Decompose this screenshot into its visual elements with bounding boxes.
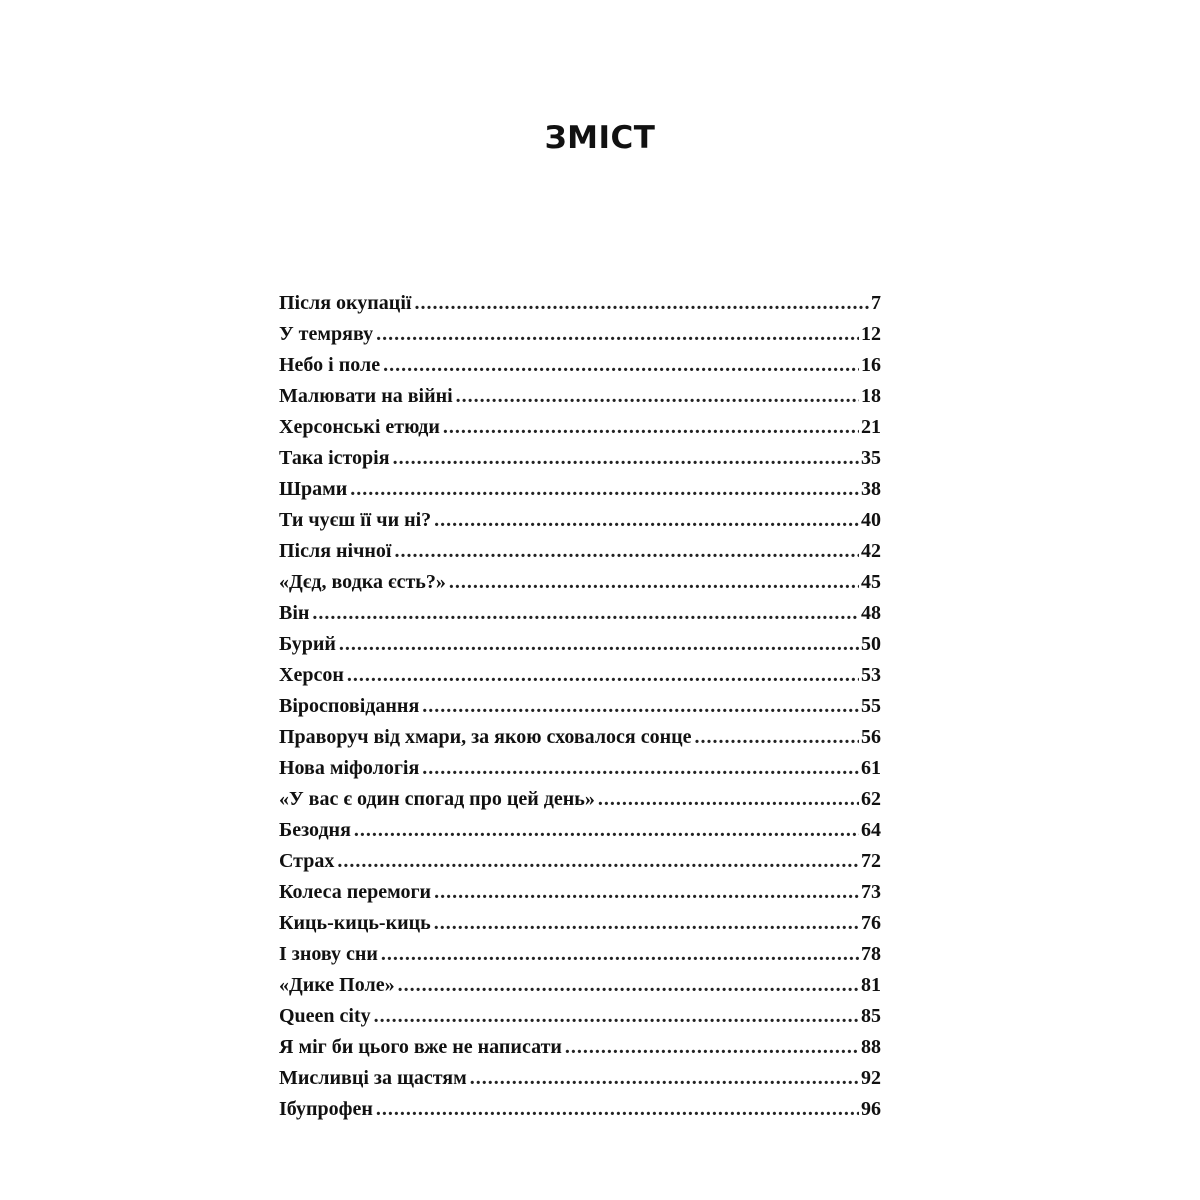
toc-dot-leader [434, 505, 859, 536]
toc-entry-title: Праворуч від хмари, за якою сховалося сонце [279, 726, 692, 748]
toc-entry-page-number: 45 [861, 571, 881, 593]
toc-entry-title: Херсон [279, 664, 344, 686]
table-of-contents [279, 288, 881, 1125]
toc-entry-page-number: 61 [861, 757, 881, 779]
toc-dot-leader [393, 443, 859, 474]
toc-entry-page-number: 53 [861, 664, 881, 686]
toc-entry [279, 970, 881, 1001]
toc-entry [279, 1001, 881, 1032]
toc-entry [279, 474, 881, 505]
toc-entry-page-number: 18 [861, 385, 881, 407]
toc-entry-page-number: 7 [871, 292, 881, 314]
toc-entry-title: Така історія [279, 447, 390, 469]
toc-entry [279, 443, 881, 474]
toc-entry [279, 877, 881, 908]
toc-entry-title: Ти чуєш її чи ні? [279, 509, 432, 531]
toc-dot-leader [414, 288, 869, 319]
toc-entry-title: Віросповідання [279, 695, 420, 717]
toc-entry-page-number: 64 [861, 819, 881, 841]
toc-entry-title: Херсонські етюди [279, 416, 440, 438]
toc-entry-page-number: 40 [861, 509, 881, 531]
toc-dot-leader [376, 1094, 859, 1125]
toc-entry-title: Після нічної [279, 540, 392, 562]
toc-dot-leader [456, 381, 859, 412]
toc-entry [279, 629, 881, 660]
toc-entry [279, 722, 881, 753]
toc-entry [279, 288, 881, 319]
toc-entry-title: Я міг би цього вже не написати [279, 1036, 562, 1058]
toc-entry [279, 598, 881, 629]
toc-entry-page-number: 16 [861, 354, 881, 376]
toc-entry [279, 753, 881, 784]
toc-entry-page-number: 38 [861, 478, 881, 500]
toc-entry [279, 536, 881, 567]
toc-entry-page-number: 56 [861, 726, 881, 748]
toc-entry [279, 505, 881, 536]
toc-entry-title: Небо і поле [279, 354, 381, 376]
toc-dot-leader [394, 536, 859, 567]
toc-dot-leader [381, 939, 859, 970]
toc-entry [279, 1032, 881, 1063]
toc-entry-title: Мисливці за щастям [279, 1067, 467, 1089]
toc-dot-leader [434, 877, 859, 908]
toc-entry-page-number: 72 [861, 850, 881, 872]
toc-entry-title: Колеса перемоги [279, 881, 432, 903]
toc-entry-title: Він [279, 602, 310, 624]
toc-entry [279, 784, 881, 815]
toc-entry [279, 412, 881, 443]
toc-entry-page-number: 76 [861, 912, 881, 934]
toc-entry-title: Бурий [279, 633, 336, 655]
toc-dot-leader [398, 970, 859, 1001]
toc-dot-leader [695, 722, 859, 753]
toc-entry-title: «Дєд, водка єсть?» [279, 571, 446, 593]
toc-dot-leader [565, 1032, 859, 1063]
toc-entry [279, 1094, 881, 1125]
toc-entry-title: Малювати на війні [279, 385, 453, 407]
toc-dot-leader [347, 660, 859, 691]
toc-entry-page-number: 81 [861, 974, 881, 996]
toc-entry-title: Ібупрофен [279, 1098, 373, 1120]
toc-dot-leader [598, 784, 859, 815]
toc-entry-title: І знову сни [279, 943, 378, 965]
toc-entry-title: «Дике Поле» [279, 974, 395, 996]
page-title: ЗМІСТ [544, 120, 656, 156]
toc-entry [279, 846, 881, 877]
toc-entry [279, 319, 881, 350]
toc-entry-page-number: 78 [861, 943, 881, 965]
toc-entry-page-number: 12 [861, 323, 881, 345]
toc-dot-leader [354, 815, 859, 846]
toc-entry-page-number: 50 [861, 633, 881, 655]
toc-dot-leader [312, 598, 859, 629]
toc-entry-page-number: 92 [861, 1067, 881, 1089]
toc-dot-leader [374, 1001, 859, 1032]
toc-entry-page-number: 96 [861, 1098, 881, 1120]
toc-entry-title: Страх [279, 850, 335, 872]
toc-entry [279, 660, 881, 691]
toc-dot-leader [350, 474, 859, 505]
toc-dot-leader [443, 412, 859, 443]
toc-entry-title: Шрами [279, 478, 348, 500]
toc-dot-leader [339, 629, 859, 660]
toc-entry [279, 350, 881, 381]
toc-entry [279, 939, 881, 970]
toc-dot-leader [376, 319, 859, 350]
toc-entry-page-number: 55 [861, 695, 881, 717]
toc-dot-leader [383, 350, 859, 381]
toc-entry-title: У темряву [279, 323, 374, 345]
toc-entry-title: Нова міфологія [279, 757, 420, 779]
toc-dot-leader [434, 908, 859, 939]
toc-entry-page-number: 62 [861, 788, 881, 810]
toc-entry-page-number: 88 [861, 1036, 881, 1058]
toc-entry-title: Безодня [279, 819, 351, 841]
toc-entry-page-number: 21 [861, 416, 881, 438]
toc-entry-page-number: 85 [861, 1005, 881, 1027]
toc-dot-leader [337, 846, 859, 877]
toc-entry-page-number: 73 [861, 881, 881, 903]
toc-entry-page-number: 48 [861, 602, 881, 624]
toc-dot-leader [470, 1063, 859, 1094]
toc-dot-leader [422, 691, 859, 722]
toc-entry [279, 691, 881, 722]
toc-entry [279, 381, 881, 412]
toc-entry-page-number: 42 [861, 540, 881, 562]
toc-entry [279, 567, 881, 598]
toc-dot-leader [449, 567, 859, 598]
toc-entry [279, 815, 881, 846]
toc-entry-title: Киць-киць-киць [279, 912, 431, 934]
toc-entry-title: Queen city [279, 1005, 371, 1027]
toc-entry [279, 908, 881, 939]
toc-entry [279, 1063, 881, 1094]
toc-entry-page-number: 35 [861, 447, 881, 469]
toc-entry-title: «У вас є один спогад про цей день» [279, 788, 595, 810]
toc-dot-leader [422, 753, 859, 784]
toc-entry-title: Після окупації [279, 292, 412, 314]
